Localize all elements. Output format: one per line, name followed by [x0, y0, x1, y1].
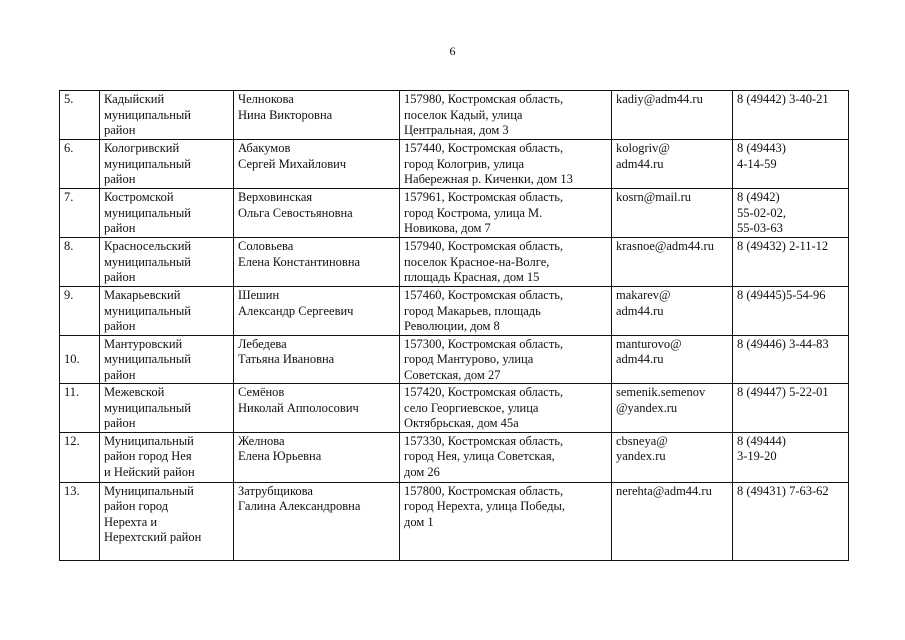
contact-person: Соловьева Елена Константиновна	[234, 238, 400, 287]
district-name: Муниципальный район город Нея и Нейский район	[100, 432, 234, 482]
phone-number: 8 (49447) 5-22-01	[733, 384, 849, 433]
phone-number: 8 (49446) 3-44-83	[733, 335, 849, 384]
postal-address: 157300, Костромская область, город Мантурово, улица Советская, дом 27	[400, 335, 612, 384]
email-address: krasnoe@adm44.ru	[612, 238, 733, 287]
postal-address: 157460, Костромская область, город Макарьев, площадь Революции, дом 8	[400, 287, 612, 336]
postal-address: 157980, Костромская область, поселок Кадый, улица Центральная, дом 3	[400, 91, 612, 140]
district-name: Мантуровский муниципальный район	[100, 335, 234, 384]
email-address: manturovo@ adm44.ru	[612, 335, 733, 384]
postal-address: 157800, Костромская область, город Нерехта, улица Победы, дом 1	[400, 482, 612, 560]
postal-address: 157940, Костромская область, поселок Красное-на-Волге, площадь Красная, дом 15	[400, 238, 612, 287]
district-name: Межевской муниципальный район	[100, 384, 234, 433]
contact-person: Лебедева Татьяна Ивановна	[234, 335, 400, 384]
email-address: makarev@ adm44.ru	[612, 287, 733, 336]
phone-number: 8 (49445)5-54-96	[733, 287, 849, 336]
table-body	[60, 91, 849, 561]
row-number: 13.	[60, 482, 100, 560]
row-number: 12.	[60, 432, 100, 482]
district-name: Кологривский муниципальный район	[100, 140, 234, 189]
contact-person: Затрубщикова Галина Александровна	[234, 482, 400, 560]
row-number: 10.	[60, 335, 100, 384]
table-row	[60, 432, 849, 482]
district-name: Кадыйский муниципальный район	[100, 91, 234, 140]
email-address: semenik.semenov @yandex.ru	[612, 384, 733, 433]
table-row	[60, 238, 849, 287]
contact-person: Семёнов Николай Апполосович	[234, 384, 400, 433]
email-address: kologriv@ adm44.ru	[612, 140, 733, 189]
postal-address: 157440, Костромская область, город Кологрив, улица Набережная р. Киченки, дом 13	[400, 140, 612, 189]
table-row	[60, 189, 849, 238]
contact-person: Шешин Александр Сергеевич	[234, 287, 400, 336]
district-name: Костромской муниципальный район	[100, 189, 234, 238]
contact-person: Верховинская Ольга Севостьяновна	[234, 189, 400, 238]
row-number: 11.	[60, 384, 100, 433]
contact-person: Челнокова Нина Викторовна	[234, 91, 400, 140]
table-row	[60, 287, 849, 336]
email-address: kosrn@mail.ru	[612, 189, 733, 238]
table-row	[60, 91, 849, 140]
email-address: cbsneya@ yandex.ru	[612, 432, 733, 482]
row-number: 9.	[60, 287, 100, 336]
table-row	[60, 384, 849, 433]
phone-number: 8 (49443) 4-14-59	[733, 140, 849, 189]
postal-address: 157961, Костромская область, город Кострома, улица М. Новикова, дом 7	[400, 189, 612, 238]
contact-person: Абакумов Сергей Михайлович	[234, 140, 400, 189]
page-number: 6	[449, 44, 456, 58]
phone-number: 8 (4942) 55-02-02, 55-03-63	[733, 189, 849, 238]
row-number: 5.	[60, 91, 100, 140]
contacts-table	[59, 90, 849, 561]
district-name: Муниципальный район город Нерехта и Нерехтский район	[100, 482, 234, 560]
row-number: 7.	[60, 189, 100, 238]
contact-person: Желнова Елена Юрьевна	[234, 432, 400, 482]
postal-address: 157330, Костромская область, город Нея, улица Советская, дом 26	[400, 432, 612, 482]
phone-number: 8 (49431) 7-63-62	[733, 482, 849, 560]
district-name: Макарьевский муниципальный район	[100, 287, 234, 336]
postal-address: 157420, Костромская область, село Георгиевское, улица Октябрьская, дом 45а	[400, 384, 612, 433]
table-row	[60, 482, 849, 560]
row-number: 8.	[60, 238, 100, 287]
email-address: kadiy@adm44.ru	[612, 91, 733, 140]
table-row	[60, 140, 849, 189]
phone-number: 8 (49444) 3-19-20	[733, 432, 849, 482]
district-name: Красносельский муниципальный район	[100, 238, 234, 287]
phone-number: 8 (49432) 2-11-12	[733, 238, 849, 287]
email-address: nerehta@adm44.ru	[612, 482, 733, 560]
phone-number: 8 (49442) 3-40-21	[733, 91, 849, 140]
row-number: 6.	[60, 140, 100, 189]
table-row	[60, 335, 849, 384]
